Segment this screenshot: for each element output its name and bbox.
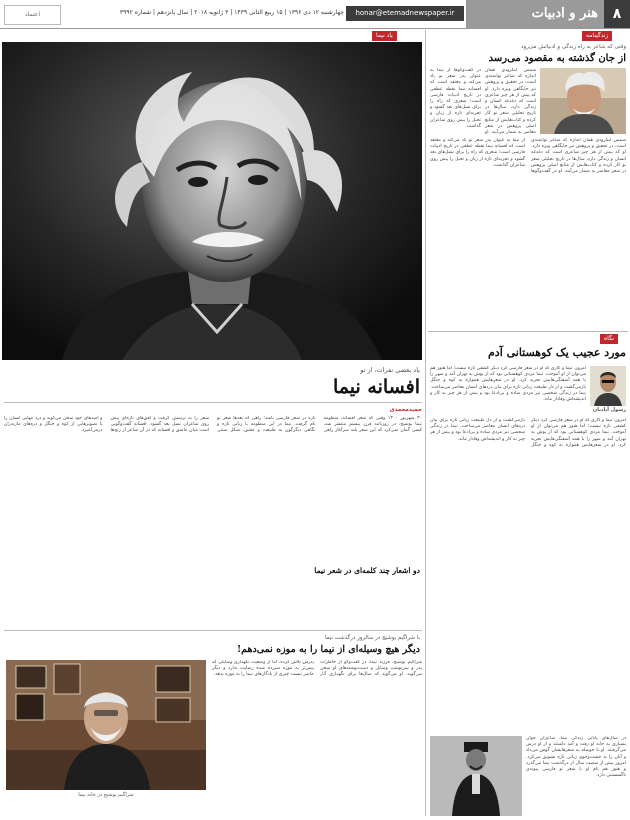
sharagim-photo bbox=[6, 660, 206, 790]
historic-photo-drawing bbox=[430, 736, 522, 816]
profile-title: از جان گذشته به مقصود می‌رسد bbox=[488, 53, 626, 64]
essay-text: امروز، نیما و کاری که او در شعر فارسی کرد دیگر کشفی تازه نیست؛ اما هنوز هم می‌توان از او آموخت. نیما مردی کوهستانی بود که از یوش به تهران آمد و شهر را با همه آشفتگی‌هایش تجربه کرد. او در شعرهایش همواره به کوه و جنگل بازمی‌گشت و از دل طبیعت زبانی تازه برای بیان دردهای انسان معاصر می‌ساخت. نیما در زندگی شخصی نیز مردی ساده و بی‌ادعا بود و بیش از هر چیز به کار و اندیشه‌اش وفادار ماند. bbox=[430, 418, 626, 448]
title-divider bbox=[4, 402, 422, 403]
essay-title: مورد عجیب یک کوهستانی آدم bbox=[488, 346, 626, 359]
author-photo-drawing bbox=[590, 366, 626, 406]
section-tag-profile: زندگینامه bbox=[582, 31, 612, 41]
section-email[interactable]: honar@etemadnewspaper.ir bbox=[346, 6, 464, 21]
nima-article-text: ۳۰ شهریور ۱۳۰۰ وقتی که شعر افسانه، منظومه نیما یوشیج، در روزنامه قرن بیستم منتشر شد، کسی گمان نمی‌کرد که این شعر بلند سرآغاز راهی تازه در شعر فارسی باشد؛ راهی که بعدها شعر نو نام گرفت. نیما در این منظومه با زبانی تازه و نگاهی دیگرگون به طبیعت و عشق، شکل سنتی شعر را به پرسش گرفت و افق‌های تازه‌ای پیش روی شاعران نسل بعد گشود. افسانه گفت‌وگویی است میان عاشق و افسانه که در آن شاعر از رنج‌ها و امیدهای خود سخن می‌گوید و درد تنهایی انسان را با تصویرهایی از کوه و جنگل و دره‌های مازندران درمی‌آمیزد. bbox=[4, 416, 422, 434]
shams-portrait bbox=[540, 68, 626, 134]
shams-portrait-drawing bbox=[540, 68, 626, 134]
section-tag-nima: یاد نیما bbox=[372, 31, 397, 41]
essay-intro-text: امروز، نیما و کاری که او در شعر فارسی کرد دیگر کشفی تازه نیست؛ اما هنوز هم می‌توان از او آموخت. نیما مردی کوهستانی بود که از یوش به تهران آمد و شهر را با همه آشفتگی‌هایش تجربه کرد. او در شعرهایش همواره به کوه و جنگل بازمی‌گشت و از دل طبیعت زبانی تازه برای بیان دردهای انسان معاصر می‌ساخت. نیما در زندگی شخصی نیز مردی ساده و بی‌ادعا بود و بیش از هر چیز به کار و اندیشه‌اش وفادار ماند. bbox=[430, 366, 586, 403]
interview-text: شراگیم یوشیج، فرزند نیما، در گفت‌وگو از خاطرات پدر و سرنوشت وسایل و دست‌نوشته‌های او سخن می‌گوید. او می‌گوید که سال‌ها برای نگهداری آثار پدرش تلاش کرده، اما از وضعیت نگهداری وسایلی که پیش‌تر به موزه سپرده شده رضایت ندارد و دیگر حاضر نیست چیزی از یادگارهای نیما را به موزه بدهد. bbox=[212, 660, 422, 678]
sharagim-photo-drawing bbox=[6, 660, 206, 790]
column-divider bbox=[425, 30, 426, 816]
author-photo bbox=[590, 366, 626, 406]
profile-text-top: شمس لنگرودی همان اندازه که شاعر توانمندی است، در تحقیق و پژوهش نیز جایگاهی ویژه دارد. او که پیش از هر چیز شاعری است که دغدغه انسان و زندگی دارد، سال‌ها در تاریخ تحلیلی شعر نو کار کرده و کتاب‌هایش از منابع اصلی پژوهش در شعر معاصر به شمار می‌آیند. او در گفت‌وگوها از نیما به عنوان پدر شعر نو یاد می‌کند و معتقد است که افسانه نیما نقطه عطفی در تاریخ ادبیات فارسی است؛ شعری که راه را برای نسل‌های بعد گشود و تجربه‌ای تازه از زبان و تخیل را پیش روی شاعران گذاشت. bbox=[430, 68, 536, 136]
section-title: هنر و ادبیات bbox=[466, 0, 604, 28]
sharagim-caption: شراگیم یوشیج در خانه نیما bbox=[78, 792, 134, 798]
page-number: ۸ bbox=[604, 0, 630, 28]
profile-text: شمس لنگرودی همان اندازه که شاعر توانمندی است، در تحقیق و پژوهش نیز جایگاهی ویژه دارد. او که پیش از هر چیز شاعری است که دغدغه انسان و زندگی دارد، سال‌ها در تاریخ تحلیلی شعر نو کار کرده و کتاب‌هایش از منابع اصلی پژوهش در شعر معاصر به شمار می‌آیند. او در گفت‌وگوها از نیما به عنوان پدر شعر نو یاد می‌کند و معتقد است که افسانه نیما نقطه عطفی در تاریخ ادبیات فارسی است؛ شعری که راه را برای نسل‌های بعد گشود و تجربه‌ای تازه از زبان و تخیل را پیش روی شاعران گذاشت. bbox=[430, 138, 626, 175]
nima-portrait bbox=[2, 42, 422, 360]
essay-byline: رسول آبادیان bbox=[592, 407, 626, 413]
nima-byline: حمیدمحمدی bbox=[389, 407, 422, 413]
nima-subhead: دو اشعار چند کلمه‌ای در شعر نیما bbox=[314, 566, 420, 575]
nima-title: افسانه نیما bbox=[333, 376, 420, 398]
nima-portrait-drawing bbox=[2, 42, 422, 360]
issue-meta: چهارشنبه ۱۲ دی ۱۳۹۶ | ۱۵ ربیع الثانی ۱۴۳۹ | ۳ ژانویه ۲۰۱۸ | سال پانزدهم | شماره ۳۹۹۲ bbox=[119, 9, 344, 16]
historic-photo bbox=[430, 736, 522, 816]
nima-kicker: یاد بعضی نفرات، از تو bbox=[360, 366, 420, 374]
newspaper-logo: اعتماد bbox=[4, 5, 61, 25]
page-header bbox=[0, 0, 630, 29]
essay-text-bottom: در سال‌های پایانی زندگی نیما، شاعران جوان بسیاری به خانه او رفت و آمد داشتند و از او درس می‌گرفتند. او با حوصله به شعرهایشان گوش می‌داد و آنان را به جست‌وجوی زبانی تازه تشویق می‌کرد. امروز بیش از شصت سال از درگذشت نیما می‌گذرد و هنوز هم نام او با شعر نو فارسی پیوندی ناگسستنی دارد. bbox=[526, 736, 626, 779]
interview-kicker: با شراگیم یوشیج در سالروز درگذشت نیما bbox=[324, 635, 420, 641]
interview-title: دیگر هیچ وسیله‌ای از نیما را به موزه نمی‌دهم! bbox=[237, 644, 420, 655]
section-tag-opinion: نگاه bbox=[600, 334, 618, 344]
section-divider bbox=[4, 630, 422, 631]
profile-kicker: وقتی که شاعر به راه زندگی و ادبیاتش می‌رود bbox=[521, 44, 626, 50]
right-divider bbox=[428, 331, 628, 332]
